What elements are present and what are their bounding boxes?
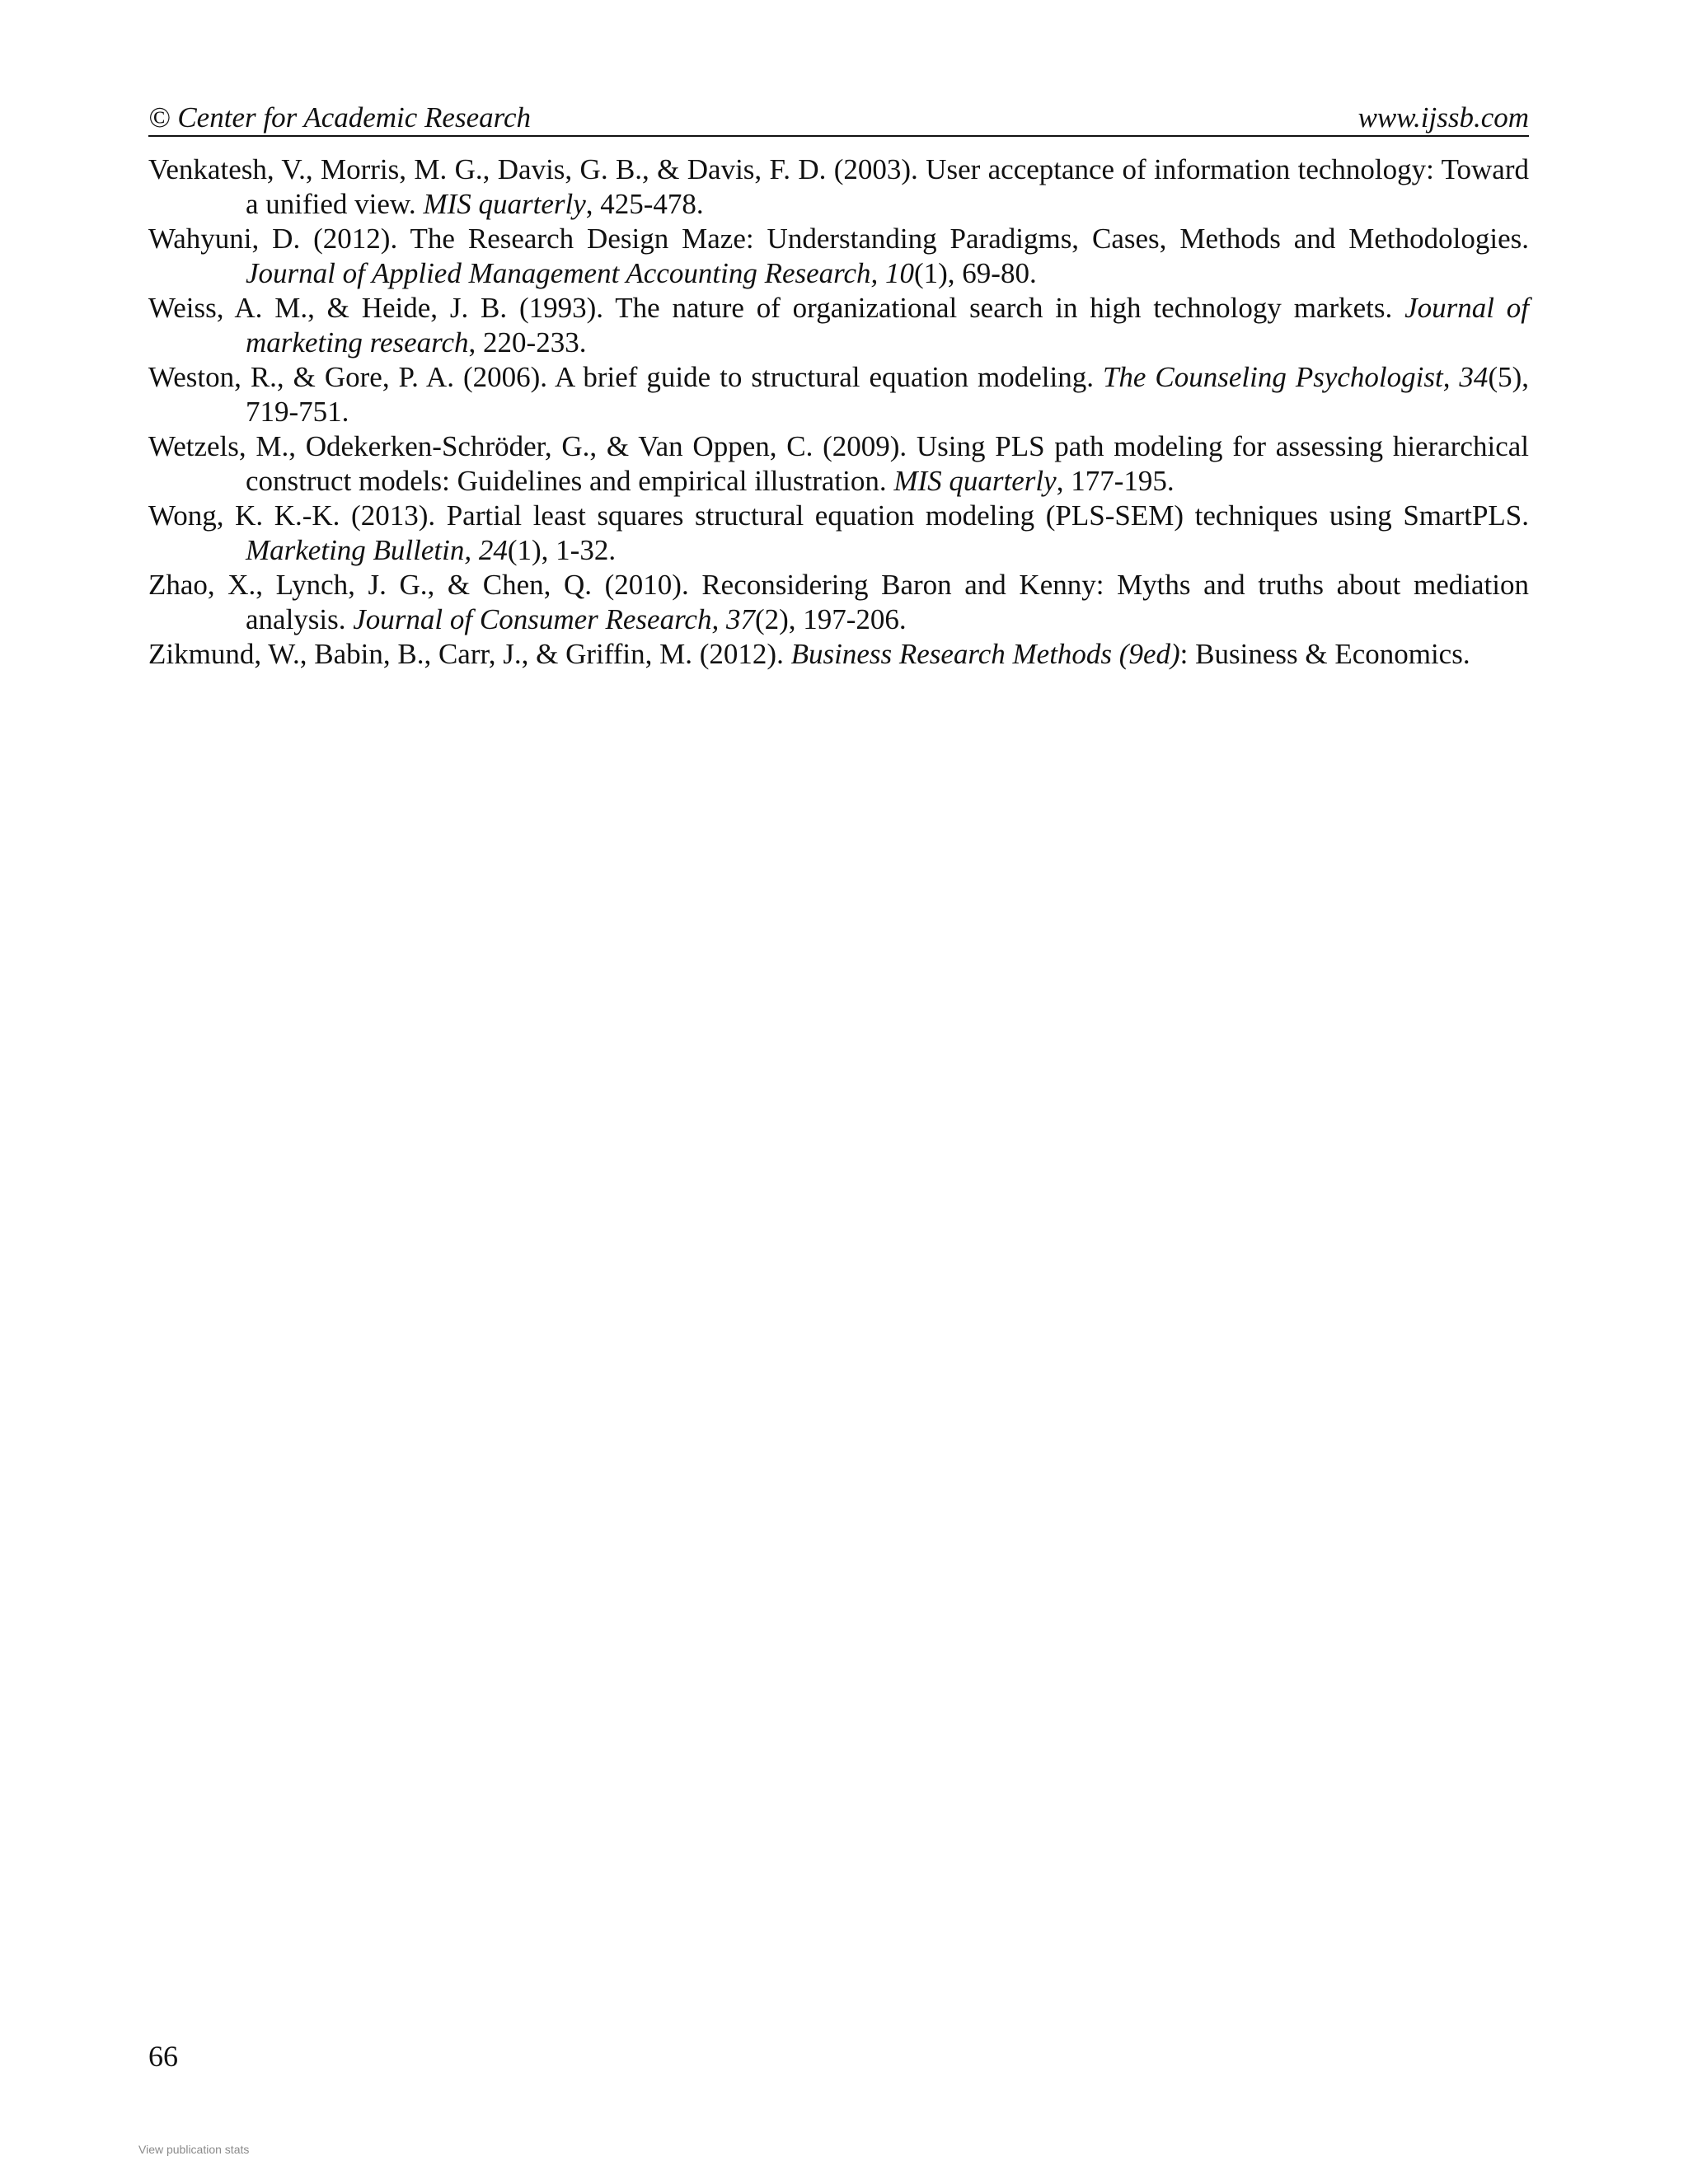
reference-list [148,152,1529,672]
header-publisher: © Center for Academic Research [148,101,531,134]
view-publication-stats-link[interactable]: View publication stats [138,2143,250,2156]
reference-entry: Wong, K. K.-K. (2013). Partial least squares structural equation modeling (PLS-SEM) techniques using SmartPLS. Marketing Bulletin, 24(1), 1-32. [148,499,1529,566]
page-number: 66 [148,2040,178,2073]
reference-entry: Wahyuni, D. (2012). The Research Design Maze: Understanding Paradigms, Cases, Methods and Methodologies. Journal of Applied Management Accounting Research, 10(1), 69-80. [148,223,1529,289]
reference-entry: Venkatesh, V., Morris, M. G., Davis, G. B., & Davis, F. D. (2003). User acceptance of information technology: Toward a unified view. MIS quarterly, 425-478. [148,153,1529,220]
running-header [148,99,1529,137]
reference-entry: Weiss, A. M., & Heide, J. B. (1993). The nature of organizational search in high technology markets. Journal of marketing research, 220-233. [148,292,1529,359]
header-website: www.ijssb.com [1357,101,1529,134]
reference-entry: Weston, R., & Gore, P. A. (2006). A brief guide to structural equation modeling. The Counseling Psychologist, 34(5), 719-751. [148,361,1529,428]
reference-entry: Wetzels, M., Odekerken-Schröder, G., & Van Oppen, C. (2009). Using PLS path modeling for assessing hierarchical construct models: Guidelines and empirical illustration. MIS quarterly, 177-195. [148,430,1529,497]
reference-entry: Zikmund, W., Babin, B., Carr, J., & Griffin, M. (2012). Business Research Methods (9ed): Business & Economics. [148,638,1470,670]
reference-entry: Zhao, X., Lynch, J. G., & Chen, Q. (2010). Reconsidering Baron and Kenny: Myths and truths about mediation analysis. Journal of Consumer Research, 37(2), 197-206. [148,569,1529,635]
